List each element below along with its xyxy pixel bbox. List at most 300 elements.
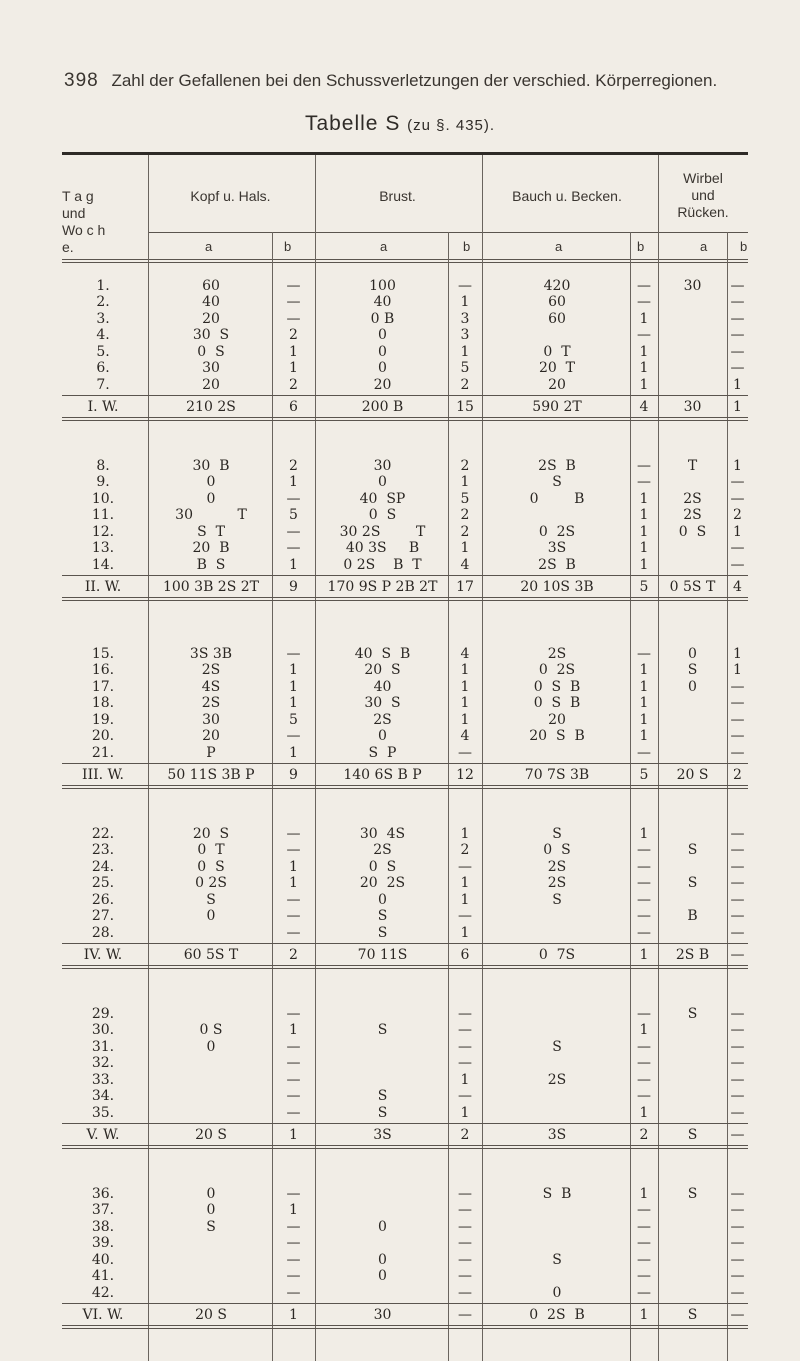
table-cell: 0 <box>206 474 216 491</box>
table-cell: 1 <box>639 728 649 745</box>
table-cell: — <box>458 1251 472 1268</box>
table-cell: 20 S B <box>529 728 585 745</box>
table-cell: — <box>286 728 301 745</box>
table-cell: — <box>730 1268 745 1285</box>
week-total-cell: 210 2S <box>186 399 236 416</box>
row-day: 20. <box>91 728 115 745</box>
week-total-cell: 20 10S 3B <box>520 579 594 596</box>
table-cell: — <box>637 1251 651 1268</box>
table-cell: 0 B <box>370 310 395 327</box>
table-cell: 1 <box>460 711 470 728</box>
table-cell: 2 <box>460 523 470 540</box>
table-cell: 2S B <box>538 458 576 474</box>
table-cell: S <box>687 1006 698 1022</box>
block-total-rule <box>62 395 748 396</box>
row-day: 32. <box>91 1055 115 1072</box>
table-cell: 20 <box>202 728 220 745</box>
table-cell: 2 <box>289 327 298 344</box>
table-cell: 4 <box>460 728 470 745</box>
week-total-label: II. W. <box>84 579 122 596</box>
table-cell: — <box>458 1268 472 1285</box>
sub-brust-a: a <box>380 239 388 254</box>
week-total-cell: 30 <box>683 399 702 416</box>
week-total-cell: 0 5S T <box>669 579 716 596</box>
table-cell: 1 <box>733 646 742 662</box>
week-total-cell: 2S B <box>675 947 710 964</box>
table-cell: — <box>637 646 651 662</box>
table-cell: 1 <box>289 1022 298 1039</box>
header-wirbel <box>658 170 748 221</box>
table-cell: P <box>206 744 216 761</box>
table-cell: 1 <box>733 376 742 393</box>
table-cell: 0 T <box>543 343 571 360</box>
table-cell: 1 <box>639 490 649 507</box>
table-cell: — <box>730 327 745 344</box>
table-cell: — <box>637 924 651 941</box>
table-cell: 30 2S T <box>339 523 426 540</box>
block-end-rule <box>62 417 748 418</box>
table-cell: — <box>458 1284 472 1301</box>
row-day: 36. <box>91 1186 115 1202</box>
table-cell: 1 <box>460 875 470 892</box>
table-cell: 30 <box>373 458 392 474</box>
row-day: 11. <box>91 507 115 524</box>
table-cell: 0 S <box>543 842 571 859</box>
table-cell: S <box>687 662 698 679</box>
table-cell: 2 <box>460 507 470 524</box>
table-cell: — <box>637 1055 651 1072</box>
week-total-cell: — <box>730 1307 745 1324</box>
table-cell: — <box>286 1088 301 1105</box>
table-cell: — <box>458 858 472 875</box>
table-cell: 1 <box>460 294 470 311</box>
week-total-label: IV. W. <box>83 947 123 964</box>
row-day: 7. <box>96 376 110 393</box>
week-total-cell: 30 <box>373 1307 392 1324</box>
row-day: 16. <box>91 662 115 679</box>
table-cell: — <box>730 1038 745 1055</box>
table-cell: 0 <box>378 474 387 491</box>
table-cell: 3 <box>460 327 470 344</box>
table-cell: — <box>637 1268 651 1285</box>
header-bottom-rule <box>62 259 748 260</box>
row-day: 40. <box>91 1251 115 1268</box>
table-cell: 20 <box>202 376 220 393</box>
header-tag-line3: Wo c h e. <box>62 222 106 255</box>
table-cell: 1 <box>639 507 649 524</box>
week-total-cell: 0 2S B <box>529 1307 585 1324</box>
week-total-cell: 140 6S B P <box>343 767 422 784</box>
row-day: 39. <box>91 1235 115 1252</box>
table-cell: 0 S <box>368 858 397 875</box>
row-day: 5. <box>96 343 110 360</box>
row-day: 10. <box>91 490 115 507</box>
table-cell: — <box>637 327 651 344</box>
table-cell: 60 <box>548 310 566 327</box>
table-cell: 0 S <box>678 523 707 540</box>
table-cell: 1 <box>289 744 298 761</box>
table-cell: 1 <box>289 360 298 377</box>
table-cell: 1 <box>460 474 470 491</box>
table-cell: — <box>730 1202 745 1219</box>
week-total-cell: 20 S <box>676 767 709 784</box>
table-cell: 4S <box>201 678 221 695</box>
table-cell: 0 2S <box>538 662 576 679</box>
table-cell: 20 <box>548 711 566 728</box>
table-cell: 0 S <box>197 343 225 360</box>
block-total-rule <box>62 763 748 764</box>
table-cell: 1 <box>289 858 298 875</box>
table-cell: — <box>286 1235 301 1252</box>
table-cell: 2S B <box>538 556 576 573</box>
table-cell: 2S <box>547 646 567 662</box>
table-cell: — <box>286 1186 301 1202</box>
table-cell: 2 <box>460 842 470 859</box>
table-cell: — <box>730 695 745 712</box>
week-total-cell: 6 <box>460 947 470 964</box>
table-cell: — <box>458 1038 472 1055</box>
table-cell: — <box>458 744 472 761</box>
table-cell: — <box>637 278 651 294</box>
table-cell: 4 <box>460 556 470 573</box>
table-cell: — <box>730 875 745 892</box>
header-brust: Brust. <box>379 188 416 204</box>
block-end-rule <box>62 785 748 786</box>
table-cell: 40 <box>202 294 220 311</box>
table-cell: 0 <box>688 678 697 695</box>
block-total-rule <box>62 1303 748 1304</box>
table-cell: — <box>637 474 651 491</box>
table-cell: 0 2S <box>538 523 576 540</box>
table-cell: S <box>552 1038 562 1055</box>
header-wirbel-line2: und <box>691 187 715 203</box>
table-cell: — <box>286 1251 301 1268</box>
row-day: 2. <box>96 294 110 311</box>
table-cell: 0 S B <box>533 678 581 695</box>
table-cell: 60 <box>202 278 220 294</box>
table-cell: — <box>286 646 301 662</box>
table-cell: — <box>286 826 301 842</box>
table-cell: — <box>730 360 745 377</box>
table-cell: — <box>286 908 301 925</box>
table-cell: 30 S <box>364 695 401 712</box>
table-cell: 100 <box>369 278 396 294</box>
table-cell: — <box>458 1202 472 1219</box>
row-day: 8. <box>96 458 110 474</box>
table-cell: — <box>637 908 651 925</box>
table-cell: — <box>286 540 301 557</box>
week-total-cell: 70 7S 3B <box>524 767 590 784</box>
block-end-rule <box>62 1325 748 1326</box>
table-cell: — <box>730 711 745 728</box>
table-title-main: Tabelle S <box>304 112 401 135</box>
row-day: 26. <box>91 891 115 908</box>
week-total-cell: 4 <box>639 399 649 416</box>
table-cell: 0 S <box>368 507 397 524</box>
week-total-cell: — <box>458 1307 472 1324</box>
table-cell: 1 <box>639 826 649 842</box>
table-cell: 60 <box>548 294 566 311</box>
table-cell: — <box>286 1104 301 1121</box>
week-total-cell: 60 5S T <box>183 947 239 964</box>
table-cell: — <box>637 1218 651 1235</box>
table-cell: 2S <box>547 1071 567 1088</box>
block-end-rule <box>62 597 748 598</box>
column-rule <box>482 155 483 1361</box>
table-cell: 30 B <box>192 458 230 474</box>
table-cell: 1 <box>639 1022 649 1039</box>
table-cell: 1 <box>639 678 649 695</box>
table-cell: — <box>730 678 745 695</box>
sub-brust-b: b <box>463 239 471 254</box>
row-day: 4. <box>96 327 110 344</box>
table-cell: 1 <box>460 1104 470 1121</box>
table-cell: — <box>730 908 745 925</box>
row-day: 27. <box>91 908 115 925</box>
table-cell: 1 <box>639 695 649 712</box>
table-cell: 2 <box>733 507 742 524</box>
table-cell: 1 <box>639 360 649 377</box>
table-cell: 1 <box>639 540 649 557</box>
row-day: 23. <box>91 842 115 859</box>
table-cell: — <box>286 1006 301 1022</box>
table-cell: S T <box>197 523 225 540</box>
table-cell: 1 <box>289 678 298 695</box>
table-cell: 2S <box>373 842 392 859</box>
header-wirbel-line3: Rücken. <box>677 204 729 220</box>
table-cell: 1 <box>289 343 298 360</box>
table-cell: — <box>286 1038 301 1055</box>
table-cell: 0 S <box>199 1022 223 1039</box>
header-wirbel-line1: Wirbel <box>683 170 723 186</box>
page-header <box>64 70 717 92</box>
table-cell: 40 3S B <box>345 540 420 557</box>
table-cell: 5 <box>289 507 298 524</box>
table-cell: 1 <box>460 1071 470 1088</box>
table-cell: 2 <box>460 376 470 393</box>
row-day: 35. <box>91 1104 115 1121</box>
header-kopf: Kopf u. Hals. <box>190 188 271 204</box>
table-cell: — <box>286 891 301 908</box>
running-head: Zahl der Gefallenen bei den Schussverletzungen der verschied. Körperregionen. <box>111 71 718 90</box>
week-total-label: V. W. <box>86 1127 120 1144</box>
row-day: 9. <box>96 474 110 491</box>
table-cell: 0 <box>552 1284 562 1301</box>
top-rule <box>62 152 748 155</box>
table-cell: — <box>458 908 472 925</box>
table-cell: S <box>377 1104 388 1121</box>
table-cell: 4 <box>460 646 470 662</box>
column-rule <box>658 155 659 1361</box>
table-cell: — <box>730 1006 745 1022</box>
table-cell: 1 <box>460 662 470 679</box>
table-cell: — <box>730 278 745 294</box>
table-cell: — <box>286 523 301 540</box>
row-day: 42. <box>91 1284 115 1301</box>
table-cell: S <box>377 908 388 925</box>
table-cell: 0 B <box>529 490 585 507</box>
week-total-cell: 1 <box>289 1307 298 1324</box>
week-total-cell: 2 <box>639 1127 649 1144</box>
table-cell: 0 <box>378 360 387 377</box>
table-cell: 1 <box>289 474 298 491</box>
table-cell: 0 <box>206 1202 216 1219</box>
table-cell: 2 <box>289 458 298 474</box>
table-cell: S <box>687 1186 698 1202</box>
table-cell: S <box>552 474 562 491</box>
week-total-cell: 4 <box>733 579 742 596</box>
table-cell: 2S <box>683 507 702 524</box>
table-cell: 1 <box>639 711 649 728</box>
table-cell: — <box>458 1006 472 1022</box>
table-cell: — <box>730 842 745 859</box>
table-cell: 0 2S B T <box>343 556 422 573</box>
header-tag-line2: und <box>62 205 86 221</box>
table-cell: B <box>687 908 698 925</box>
table-cell: 0 S <box>197 858 225 875</box>
table-cell: 1 <box>733 523 742 540</box>
table-cell: — <box>637 1088 651 1105</box>
table-cell: 1 <box>460 924 470 941</box>
table-cell: 1 <box>289 695 298 712</box>
table-cell: 1 <box>460 695 470 712</box>
week-total-cell: 0 7S <box>538 947 576 964</box>
table-cell: 40 SP <box>359 490 406 507</box>
table-cell: 1 <box>639 662 649 679</box>
table-cell: — <box>730 1088 745 1105</box>
table-cell: — <box>637 744 651 761</box>
table-cell: 20 2S <box>359 875 406 892</box>
week-total-cell: 2 <box>289 947 298 964</box>
block-total-rule <box>62 1123 748 1124</box>
table-cell: 0 <box>378 1218 387 1235</box>
row-day: 13. <box>91 540 115 557</box>
table-cell: — <box>286 278 301 294</box>
block-end-rule <box>62 1145 748 1146</box>
table-cell: — <box>286 924 301 941</box>
table-cell: — <box>637 842 651 859</box>
table-cell: 2S <box>547 875 567 892</box>
table-cell: — <box>286 1268 301 1285</box>
row-day: 33. <box>91 1071 115 1088</box>
row-day: 17. <box>91 678 115 695</box>
table-cell: 20 <box>202 310 220 327</box>
table-cell: — <box>730 1055 745 1072</box>
table-cell: B S <box>196 556 226 573</box>
row-day: 21. <box>91 744 115 761</box>
week-total-cell: 3S <box>373 1127 392 1144</box>
table-cell: — <box>730 1284 745 1301</box>
table-cell: 30 <box>202 711 220 728</box>
table-cell: 2S <box>201 695 221 712</box>
row-day: 3. <box>96 310 110 327</box>
table-cell: — <box>730 826 745 842</box>
table-cell: — <box>730 556 745 573</box>
row-day: 22. <box>91 826 115 842</box>
table-cell: — <box>730 343 745 360</box>
table-cell: — <box>730 1022 745 1039</box>
week-total-label: III. W. <box>82 767 124 784</box>
table-cell: S <box>377 1022 388 1039</box>
table-cell: S P <box>368 744 397 761</box>
table-cell: 1 <box>289 662 298 679</box>
table-cell: — <box>730 1251 745 1268</box>
week-total-cell: 200 B <box>361 399 404 416</box>
table-cell: 1 <box>733 458 742 474</box>
table-cell: 20 B <box>192 540 230 557</box>
table-cell: 0 <box>206 490 216 507</box>
sub-bauch-a: a <box>555 239 563 254</box>
table-cell: — <box>730 1235 745 1252</box>
table-cell: — <box>637 1006 651 1022</box>
table-cell: 1 <box>639 343 649 360</box>
table-cell: — <box>286 1071 301 1088</box>
page-number: 398 <box>64 70 99 91</box>
table-cell: — <box>730 540 745 557</box>
week-total-cell: 590 2T <box>532 399 582 416</box>
week-total-cell: 9 <box>289 579 298 596</box>
column-rule <box>148 155 149 1361</box>
table-cell: — <box>286 310 301 327</box>
table-cell: — <box>458 1022 472 1039</box>
table-cell: 1 <box>639 556 649 573</box>
table-cell: — <box>286 294 301 311</box>
row-day: 19. <box>91 711 115 728</box>
row-day: 41. <box>91 1268 115 1285</box>
header-tag-line1: T a g <box>62 188 94 204</box>
column-rule <box>315 155 316 1361</box>
table-cell: — <box>286 842 301 859</box>
week-total-label: I. W. <box>87 399 119 416</box>
table-cell: — <box>730 744 745 761</box>
table-cell: — <box>730 858 745 875</box>
table-cell: 0 <box>206 1186 216 1202</box>
table-cell: — <box>637 294 651 311</box>
table-cell: 2S <box>683 490 702 507</box>
sub-kopf-a: a <box>205 239 213 254</box>
table-cell: 30 T <box>175 507 247 524</box>
table-cell: — <box>637 1202 651 1219</box>
week-total-cell: S <box>687 1307 698 1324</box>
table-cell: 1 <box>639 376 649 393</box>
table-cell: 1 <box>460 343 470 360</box>
table-cell: — <box>730 490 745 507</box>
table-cell: — <box>730 1218 745 1235</box>
table-cell: S <box>377 1088 388 1105</box>
week-total-cell: 1 <box>639 1307 649 1324</box>
table-cell: 0 T <box>197 842 225 859</box>
table-cell: S <box>552 891 562 908</box>
row-day: 28. <box>91 924 115 941</box>
table-cell: 0 <box>378 327 387 344</box>
week-total-cell: 6 <box>289 399 298 416</box>
table-cell: 3S 3B <box>189 646 233 662</box>
week-total-cell: — <box>730 947 745 964</box>
table-cell: 420 <box>543 278 571 294</box>
row-day: 31. <box>91 1038 115 1055</box>
row-day: 24. <box>91 858 115 875</box>
row-day: 12. <box>91 523 115 540</box>
table-cell: 2S <box>373 711 392 728</box>
table-cell: 5 <box>289 711 298 728</box>
table-cell: — <box>286 490 301 507</box>
table-cell: 1 <box>289 1202 298 1219</box>
table-cell: 1 <box>639 523 649 540</box>
table-cell: 0 <box>378 1268 387 1285</box>
row-day: 38. <box>91 1218 115 1235</box>
table-cell: 3 <box>460 310 470 327</box>
table-cell: — <box>637 1284 651 1301</box>
